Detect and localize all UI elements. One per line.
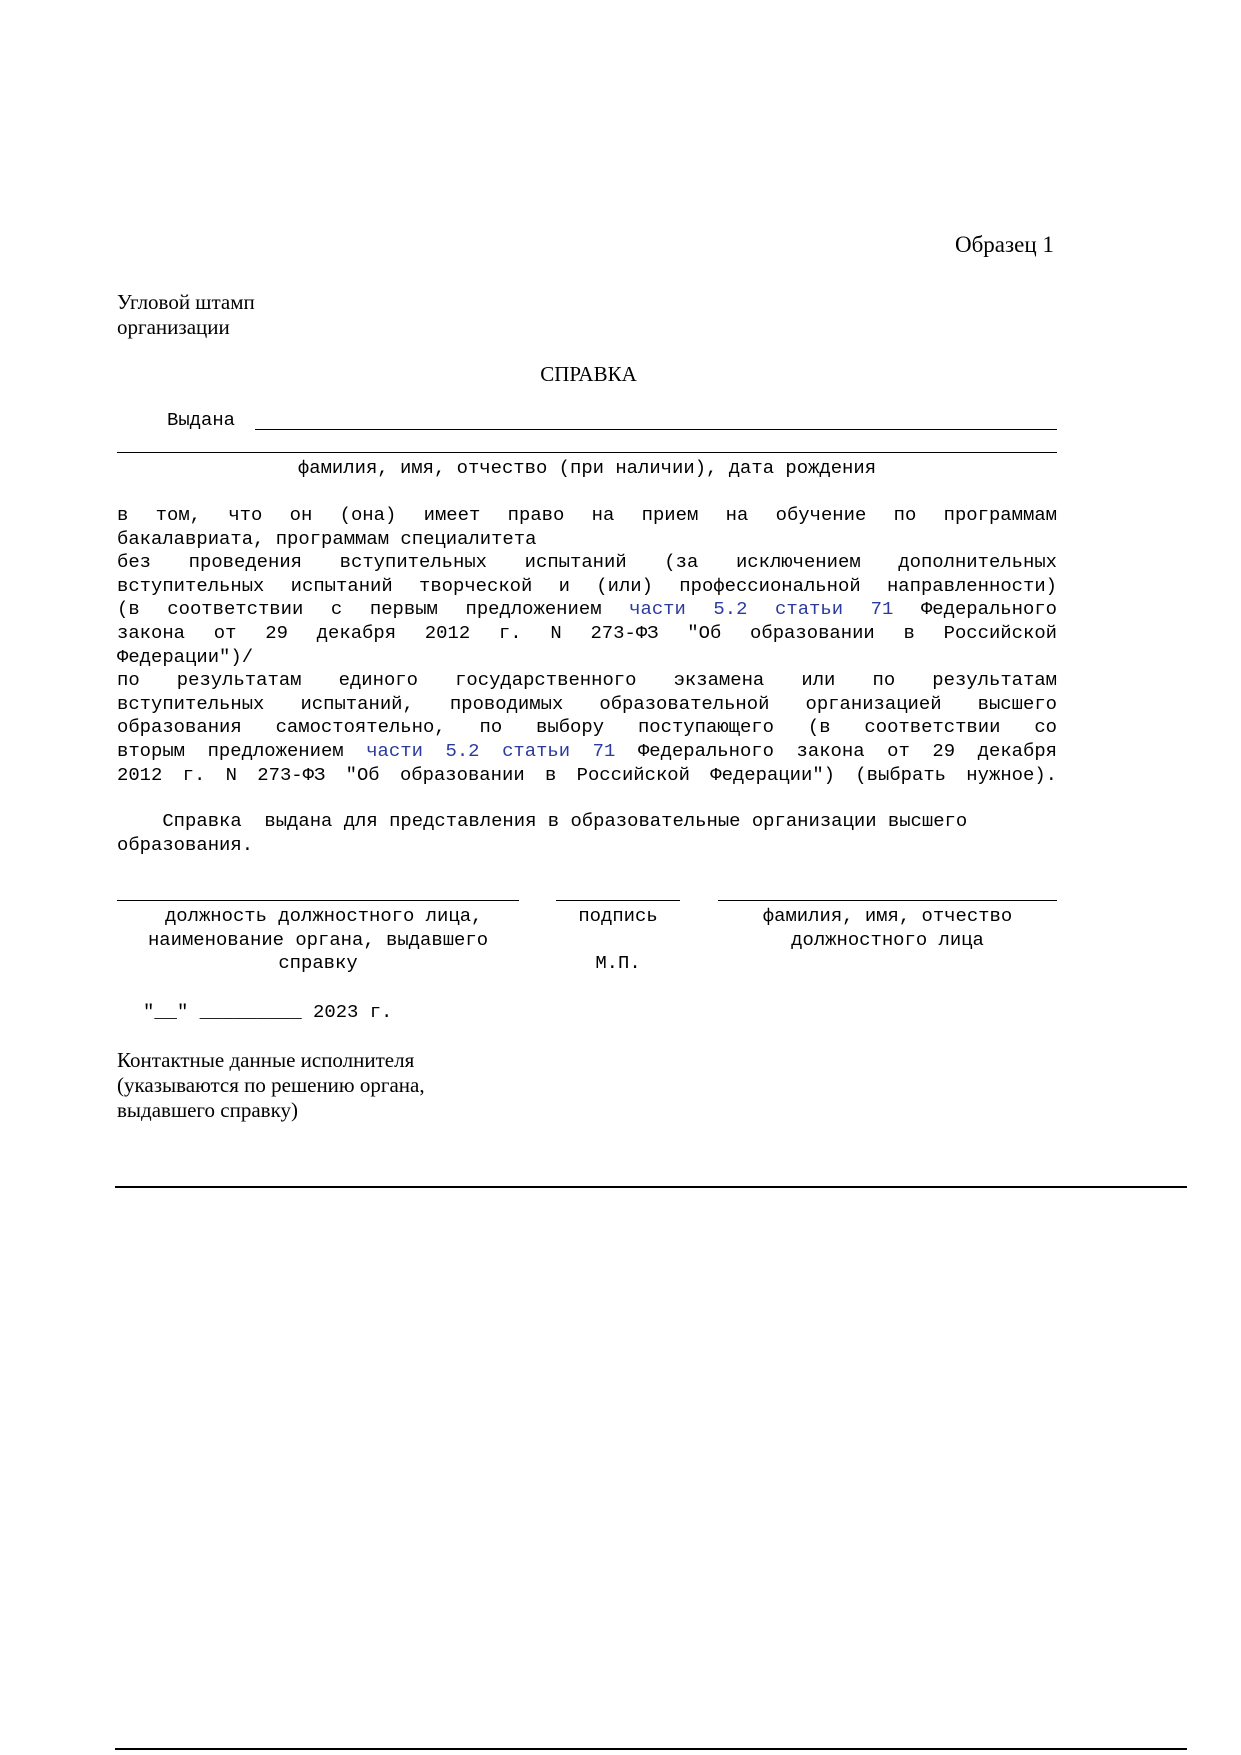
name-blank-line: [718, 900, 1057, 901]
page-divider-bottom: [115, 1748, 1187, 1750]
body-line-4: вступительных испытаний творческой и (или) профессиональной направленности): [117, 574, 1057, 597]
contact-line-3: выдавшего справку): [117, 1098, 298, 1122]
fio-caption: фамилия, имя, отчество (при наличии), дата рождения: [297, 457, 877, 479]
corner-stamp-line-1: Угловой штамп: [117, 290, 255, 314]
fio-blank-line-1: [255, 429, 1057, 430]
body-line-11: [117, 740, 1057, 764]
contact-line-2: (указываются по решению органа,: [117, 1073, 425, 1097]
issued-to-label: Выдана: [167, 409, 236, 431]
position-caption-line-3: справку: [278, 952, 358, 975]
position-blank-line: [117, 900, 519, 901]
corner-stamp: [117, 290, 255, 340]
body-line-11-tail: Федерального закона от 29 декабря: [637, 739, 1058, 762]
contact-line-1: Контактные данные исполнителя: [117, 1048, 415, 1072]
body-line-10: образования самостоятельно, по выбору поступающего (в соответствии со: [117, 716, 1057, 739]
body-line-5-tail: Федерального: [920, 598, 1057, 621]
contact-block: [117, 1048, 425, 1123]
body-line-11-text: вторым предложением: [117, 739, 367, 762]
law-link-1[interactable]: части 5.2 статьи 71: [629, 598, 894, 621]
signature-blank-line: [556, 900, 680, 901]
position-caption-line-1: должность должностного лица,: [153, 905, 483, 927]
body-line-3: без проведения вступительных испытаний (за исключением дополнительных: [117, 551, 1057, 574]
body-line-7: Федерации")/: [117, 645, 254, 668]
seal-placeholder: М.П.: [595, 952, 641, 975]
body-text: [117, 504, 1057, 787]
page-divider-top: [115, 1186, 1187, 1188]
position-caption: [117, 905, 519, 976]
body-line-2: бакалавриата, программам специалитета: [117, 527, 537, 550]
name-caption-line-1: фамилия, имя, отчество: [762, 905, 1013, 927]
position-caption-line-2: наименование органа, выдавшего: [147, 928, 489, 951]
body-line-1: в том, что он (она) имеет право на прием на обучение по программам: [117, 504, 1057, 526]
corner-stamp-line-2: организации: [117, 315, 230, 339]
body-line-8: по результатам единого государственного экзамена или по результатам: [117, 669, 1057, 692]
name-caption-line-2: должностного лица: [791, 928, 984, 951]
name-caption: [718, 905, 1057, 952]
law-link-2[interactable]: части 5.2 статьи 71: [366, 739, 616, 762]
sample-label: Образец 1: [955, 232, 1054, 257]
signature-caption: [556, 905, 680, 976]
date-line: "__" _________ 2023 г.: [143, 1001, 393, 1023]
body-line-5: [117, 598, 1057, 622]
body-line-12: 2012 г. N 273-ФЗ "Об образовании в Российской Федерации") (выбрать нужное).: [117, 763, 1057, 786]
body-line-9: вступительных испытаний, проводимых образовательной организацией высшего: [117, 692, 1057, 715]
purpose-line-2: образования.: [117, 833, 254, 856]
body-line-6: закона от 29 декабря 2012 г. N 273-ФЗ "Об образовании в Российской: [117, 621, 1057, 644]
document-title: СПРАВКА: [540, 362, 637, 386]
purpose-text: [117, 810, 967, 857]
purpose-line-1: Справка выдана для представления в образовательные организации высшего: [117, 810, 968, 832]
signature-caption-text: подпись: [578, 905, 658, 927]
fio-blank-line-2: [117, 452, 1057, 453]
body-line-5-text: (в соответствии с первым предложением: [117, 598, 630, 621]
